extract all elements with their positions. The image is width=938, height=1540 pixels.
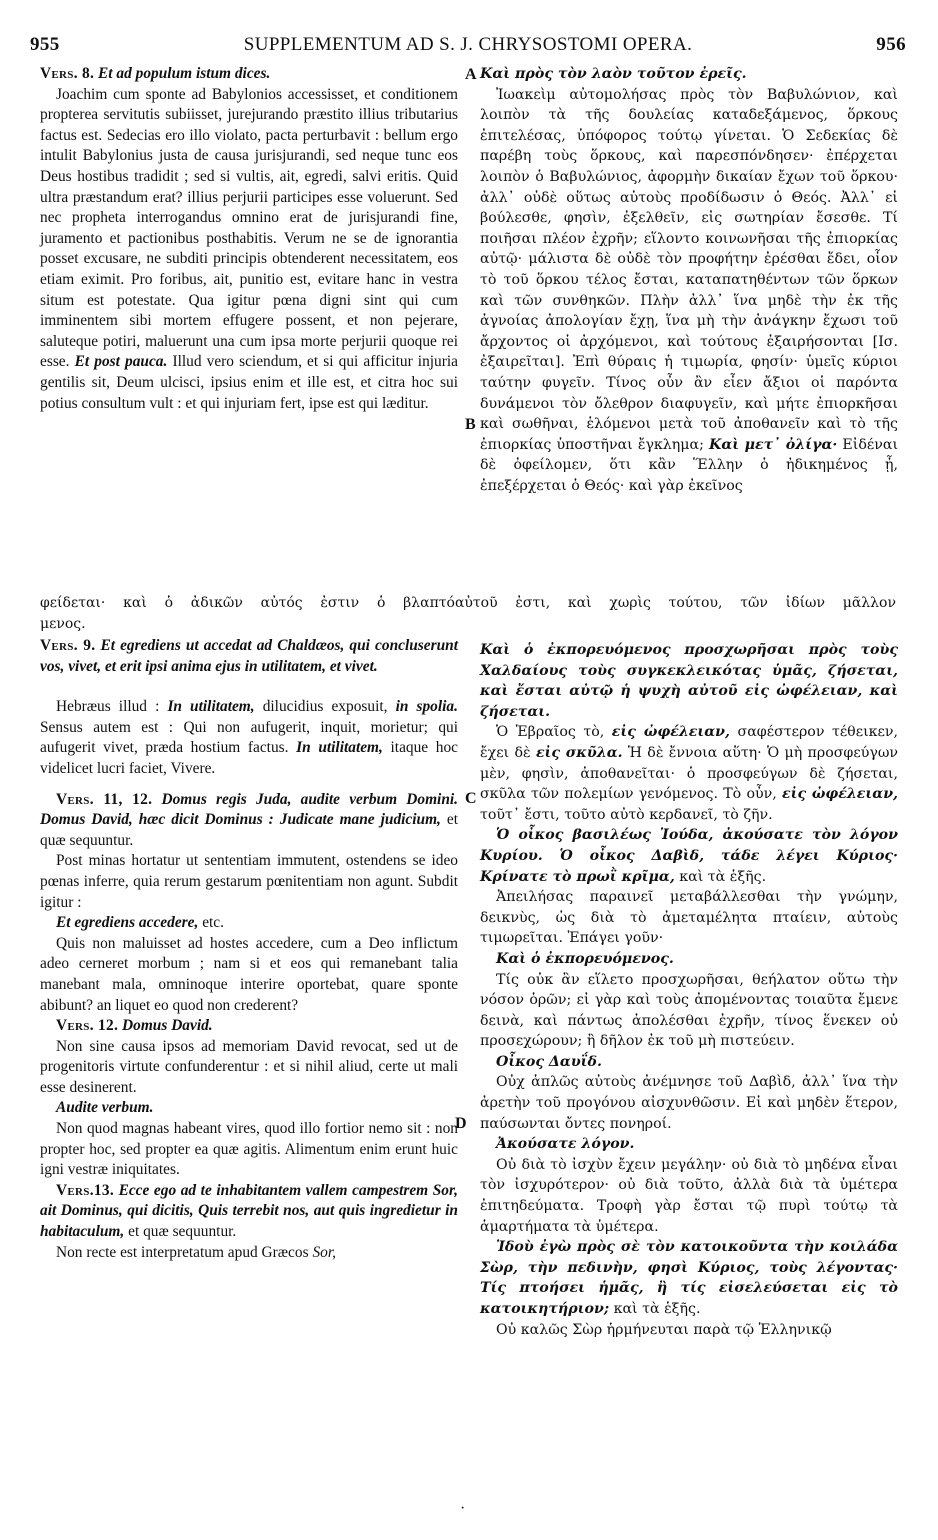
latin-verse11-12-heading: Vers. 11, 12. Domus regis Juda, audite verbum Domini. Domus David, hæc dicit Dominus : Judicate mane judicium, et quæ sequuntur.	[40, 790, 458, 849]
latin-lemma-egrediens: Et egrediens accedere, etc.	[56, 914, 224, 932]
greek-verse11-12-lemma: Ὁ οἶκος βασιλέως Ἰούδα, ἀκούσατε τὸν λόγον Κυρίου. Ὁ οἶκος Δαβὶδ, τάδε λέγει Κύριος· Κρίνατε τὸ πρωῒ κρῖμα, καὶ τὰ ἑξῆς.	[480, 827, 898, 885]
greek-paragraph-2: Ὁ Ἑβραῖος τὸ, εἰς ὠφέλειαν, σαφέστερον τέθεικεν, ἔχει δὲ εἰς σκῦλα. Ἡ δὲ ἔννοια αὕτη· Ὁ μὴ προσφεύγων μὲν, φησὶν, ἀποθανεῖται· ὁ προσφεύγων δὲ ζήσεται, σκῦλα τῶν πολεμίων γενόμενος. Τὸ οὖν, εἰς ὠφέλειαν, τοῦτ᾽ ἔστι, τοῦτο αὐτὸ κερδανεῖ, τὸ ζῆν.	[480, 724, 899, 823]
greek-paragraph-3: Ἀπειλήσας παραινεῖ μεταβάλλεσθαι τὴν γνώμην, δεικνὺς, ὡς διὰ τὸ ἀμεταμέλητα πταίειν, αὐτοὺς τιμωρεῖται. Ἐπάγει γοῦν·	[480, 889, 898, 947]
page-number-right: 956	[876, 34, 906, 55]
greek-verse8-lemma: Καὶ πρὸς τὸν λαὸν τοῦτον ἐρεῖς.	[480, 66, 747, 82]
greek-verse13-lemma: Ἰδοὺ ἐγὼ πρὸς σὲ τὸν κατοικοῦντα τὴν κοιλάδα Σὼρ, τὴν πεδινὴν, φησὶ Κύριος, τοὺς λέγοντας· Τίς πτοήσει ἡμᾶς, ἢ τίς εἰσελεύσεται εἰς τὸ κατοικητήριον; καὶ τὰ ἑξῆς.	[480, 1239, 898, 1317]
latin-paragraph-3: Post minas hortatur ut sententiam immutent, ostendens se ideo pœnas inferre, quia rerum gestarum pœnitentiam non agunt. Subdit igitur :	[40, 852, 458, 911]
latin-verse13-heading: Vers.13. Ecce ego ad te inhabitantem vallem campestrem Sor, ait Dominus, qui dicitis, Quis terrebit nos, aut quis ingredietur in habitaculum, et quæ sequuntur.	[40, 1181, 458, 1241]
page-number-left: 955	[30, 34, 60, 55]
running-title: SUPPLEMENTUM AD S. J. CHRYSOSTOMI OPERA.	[243, 34, 693, 55]
greek-paragraph-1: Ἰωακεὶμ αὐτομολήσας πρὸς τὸν Βαβυλώνιον, καὶ λοιπὸν τὰ τῆς δουλείας καταδεξάμενος, ὅρκους ἐπιτελέσας, ὑπόφορος τούτῳ γίνεται. Ὁ Σεδεκίας δὲ παρέβη τοὺς ὅρκους, καὶ παρεσπόνδησεν· ἐπέρχεται λοιπὸν ὁ Βαβυλώνιος, ἀφορμὴν δικαίαν ἔχων τοῦ ὅρκου· ἀλλ᾽ οὐδὲ οὕτως αὐτοὺς προδίδωσιν ὁ Θεός. Ἀλλ᾽ εἰ βούλεσθε, φησὶν, ἐξελθεῖν, εἰς σωτηρίαν ἔσεσθε. Τί ποιῆσαι πλέον ἐχρῆν; εἵλοντο κοινωνῆσαι τῆς ἐπιορκίας αὐτῷ· μάλιστα δὲ οὐδὲ τὸν προφήτην ἐρέσθαι ἔδει, οἷον τὸ τοῦ ὅρκου τέλος ἔσται, καταπατηθέντων τῶν ὅρκων καὶ τῶν συνθηκῶν. Πλὴν ἀλλ᾽ ἵνα μηδὲ τὴν ἐκ τῆς ἀγνοίας ἀπολογίαν ἔχῃ, ἵνα μὴ τὴν ἀνάγκην ἔχωσι τοῦ ἄρχοντος οἱ ἀρχόμενοι, καὶ τούτους ἐξαιρήσονται [Ισ. ἐξαιρεῖται]. Ἐπὶ θύραις ἡ τιμωρία, φησίν· ὑμεῖς κύριοι ταύτην φυγεῖν. Τίνος οὖν ἂν εἶεν ἄξιοι οἱ παρόντα δυνάμενοι τὸν ὄλεθρον διαφυγεῖν, καὶ μήτε ἐπιορκῆσαι καὶ σωθῆναι, ἑλόμενοι μετὰ τοῦ ἀποθανεῖν καὶ τὸ τῆς ἐπιορκίας ὑποστῆναι ἔγκλημα; Καὶ μετ᾽ ὀλίγα· Εἰδέναι δὲ ὀφείλομεν, ὅτι κἂν Ἕλλην ὁ ἠδικημένος ᾖ, ἐπεξέρχεται ὁ Θεός· καὶ γὰρ ἐκεῖνος	[480, 86, 899, 494]
greek-paragraph-4: Τίς οὐκ ἂν εἵλετο προσχωρῆσαι, θεήλατον οὕτω τὴν νόσον ὁρῶν; εἰ γὰρ καὶ τοὺς ἀπομένοντας τοιαῦτα ἔμενε δεινὰ, καὶ πάντως ἀπολέσθαι ἐχρῆν, τίνος ἕνεκεν οὐ προσεχώρουν; ἢ δῆλον ἐκ τοῦ μὴ πιστεύειν.	[480, 971, 898, 1050]
spanning-line: φείδεται· καὶ ὁ ἀδικῶν αὐτός ἐστιν ὁ βλαπτόαὐτοῦ ἐστι, καὶ χωρὶς τούτου, τῶν ἰδίων μᾶλλον μενος.	[40, 595, 896, 632]
latin-paragraph-7: Non recte est interpretatum apud Græcos Sor,	[56, 1243, 336, 1261]
greek-column-upper	[480, 64, 898, 496]
greek-paragraph-6: Οὐ διὰ τὸ ἰσχὺν ἔχειν μεγάλην· οὐ διὰ τὸ μηδένα εἶναι τὸν ἰσχυρότερον· οὐ διὰ τοῦτο, ἀλλὰ διὰ τὰ ὑμέτερα ἐπιτηδεύματα. Τροφὴ γὰρ ἔσται τῷ πυρὶ τούτῳ τὰ ἁμαρτήματα τὰ ὑμέτερα.	[480, 1156, 898, 1235]
footer-mark: ·	[460, 1500, 466, 1517]
latin-column-lower	[40, 636, 458, 1263]
greek-column-lower	[480, 640, 898, 1340]
latin-paragraph-1: Joachim cum sponte ad Babylonios accessisset, et conditionem propterea servitutis subiisset, jurejurando præstito illius tributarius factus est. Sedecias ero illo violato, pacta perturbavit : bellum ergo intulit Babylonius justa de causa jurisjurandi, sed neque tunc eos Deus hostibus tradidit ; sed si vultis, ait, egredi, salvi eritis. Quid ultra præstandum erat? illius perjurii participes esse voluerunt. Sed nec propheta interrogandus omnino erat de jurisjurandi fine, juramento et pactionibus posthabitis. Verum ne se de ignorantia posset excusare, ne subditi principis obtenderent necessitatem, eos etiam eximit. Pro foribus, ait, punitio est, evitare hanc in vestra situm est potestate. Qua igitur pœna digni sint qui cum imminentem sibi mortem effugere possent, et non pejerare, saluteque potiri, maluerunt una cum ipsa morte perjurii quoque rei esse. Et post pauca. Illud vero sciendum, et si qui afficitur injuria gentilis sit, Deum ulcisci, ipsius enim et ille est, et citra hoc sui potius consultum vult : et qui injuriam fert, ipse est qui læditur.	[40, 85, 458, 412]
greek-paragraph-7: Οὐ καλῶς Σὼρ ἡρμήνευται παρὰ τῷ Ἑλληνικῷ	[496, 1321, 832, 1338]
marker-c: C	[465, 790, 477, 807]
latin-verse8-heading: Vers. 8. Et ad populum istum dices.	[40, 65, 271, 82]
latin-paragraph-6: Non quod magnas habeant vires, quod illo fortior nemo sit : non propter hoc, sed propter ea quæ agitis. Alimentum enim erunt huic igni vestræ iniquitates.	[40, 1120, 458, 1179]
greek-paragraph-5: Οὐχ ἁπλῶς αὐτοὺς ἀνέμνησε τοῦ Δαβὶδ, ἀλλ᾽ ἵνα τὴν ἀρετὴν τοῦ προγόνου αἰσχυνθῶσιν. Εἰ καὶ μηδὲν ἕτερον, παύσωνται ὄντες πονηροί.	[480, 1074, 898, 1132]
greek-lemma-ekporeuomenos: Καὶ ὁ ἐκπορευόμενος.	[496, 950, 674, 967]
page-header	[30, 34, 906, 60]
latin-verse12-heading: Vers. 12. Domus David.	[56, 1017, 213, 1035]
marker-a: A	[465, 66, 477, 83]
marker-d: D	[455, 1115, 467, 1132]
latin-paragraph-5: Non sine causa ipsos ad memoriam David revocat, sed ut de progenitoris virtute confunderentur : et si nihil aliud, certe ut mali esse desinerent.	[40, 1037, 458, 1096]
greek-lemma-oikos-david: Οἶκος Δαυΐδ.	[496, 1053, 602, 1070]
latin-column-upper	[40, 64, 458, 414]
greek-lemma-akousate: Ἀκούσατε λόγον.	[496, 1136, 635, 1153]
greek-verse9-lemma: Καὶ ὁ ἐκπορευόμενος προσχωρῆσαι πρὸς τοὺς Χαλδαίους τοὺς συγκεκλεικότας ὑμᾶς, ζήσεται, καὶ ἔσται αὐτῷ ἡ ψυχὴ αὐτοῦ εἰς ὠφέλειαν, καὶ ζήσεται.	[480, 642, 898, 720]
marker-b: B	[465, 416, 476, 433]
latin-audite-lemma: Audite verbum.	[56, 1099, 154, 1117]
latin-paragraph-4: Quis non maluisset ad hostes accedere, cum a Deo inflictum adeo cerneret morbum ; nam si et eos qui remanebant talia manebant mala, omninoque interire oportebat, quare sponte abibunt? an liquet eo quod non crederent?	[40, 934, 458, 1014]
latin-paragraph-2: Hebræus illud : In utilitatem, dilucidius exposuit, in spolia. Sensus autem est : Qui non aufugerit, inquit, morietur; qui aufugerit vivet, præda hostium factus. In utilitatem, itaque hoc videlicet lucri faciet, Vivere.	[40, 698, 458, 777]
latin-verse9-heading: Vers. 9. Et egrediens ut accedat ad Chaldæos, qui concluserunt vos, vivet, et erit ipsi anima ejus in utilitatem, et vivet.	[40, 637, 458, 675]
